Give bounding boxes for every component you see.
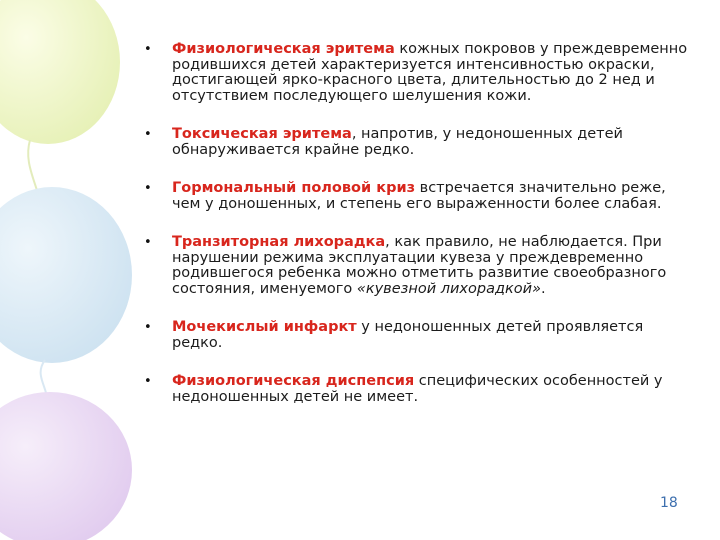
term: Токсическая эритема — [172, 126, 352, 142]
list-item — [138, 320, 698, 351]
bullet-icon: • — [144, 127, 152, 142]
list-item — [138, 127, 698, 158]
item-text: встречается значительно реже, чем у доношенных, и степень его выраженности более слабая. — [172, 180, 666, 212]
bullet-icon: • — [144, 235, 152, 250]
list-item — [138, 42, 698, 104]
balloon-yellow — [0, 0, 120, 144]
item-text: , как правило, не наблюдается. При нарушении режима эксплуатации кувеза у преждевременно родившегося ребенка можно отметить развитие своеобразного состояния, именуемого — [172, 234, 667, 297]
item-tail: . — [541, 280, 546, 297]
bullet-icon: • — [144, 374, 152, 389]
list-item — [138, 181, 698, 212]
term: Физиологическая эритема — [172, 41, 395, 57]
bullet-icon: • — [144, 181, 152, 196]
term: Физиологическая диспепсия — [172, 373, 415, 389]
list-item — [138, 374, 698, 405]
term: Гормональный половой криз — [172, 180, 416, 196]
page-number: 18 — [660, 495, 678, 511]
bullet-icon: • — [144, 320, 152, 335]
item-text: специфических особенностей у недоношенных детей не имеет. — [172, 373, 663, 405]
item-text: у недоношенных детей проявляется редко. — [172, 319, 644, 351]
list-item — [138, 235, 698, 297]
bullet-list — [138, 40, 698, 405]
term: Мочекислый инфаркт — [172, 319, 357, 335]
balloon-purple — [0, 392, 132, 540]
term: Транзиторная лихорадка — [172, 234, 386, 250]
item-text: , напротив, у недоношенных детей обнаруживается крайне редко. — [172, 126, 623, 158]
bullet-icon: • — [144, 42, 152, 57]
balloon-blue — [0, 187, 132, 363]
item-text: кожных покровов у преждевременно родившихся детей характеризуется интенсивностью окраски, достигающей ярко-красного цвета, длительностью до 2 нед и отсутствием последующего шелушения кожи. — [172, 41, 688, 104]
item-emphasis: «кувезной лихорадкой» — [356, 280, 541, 297]
